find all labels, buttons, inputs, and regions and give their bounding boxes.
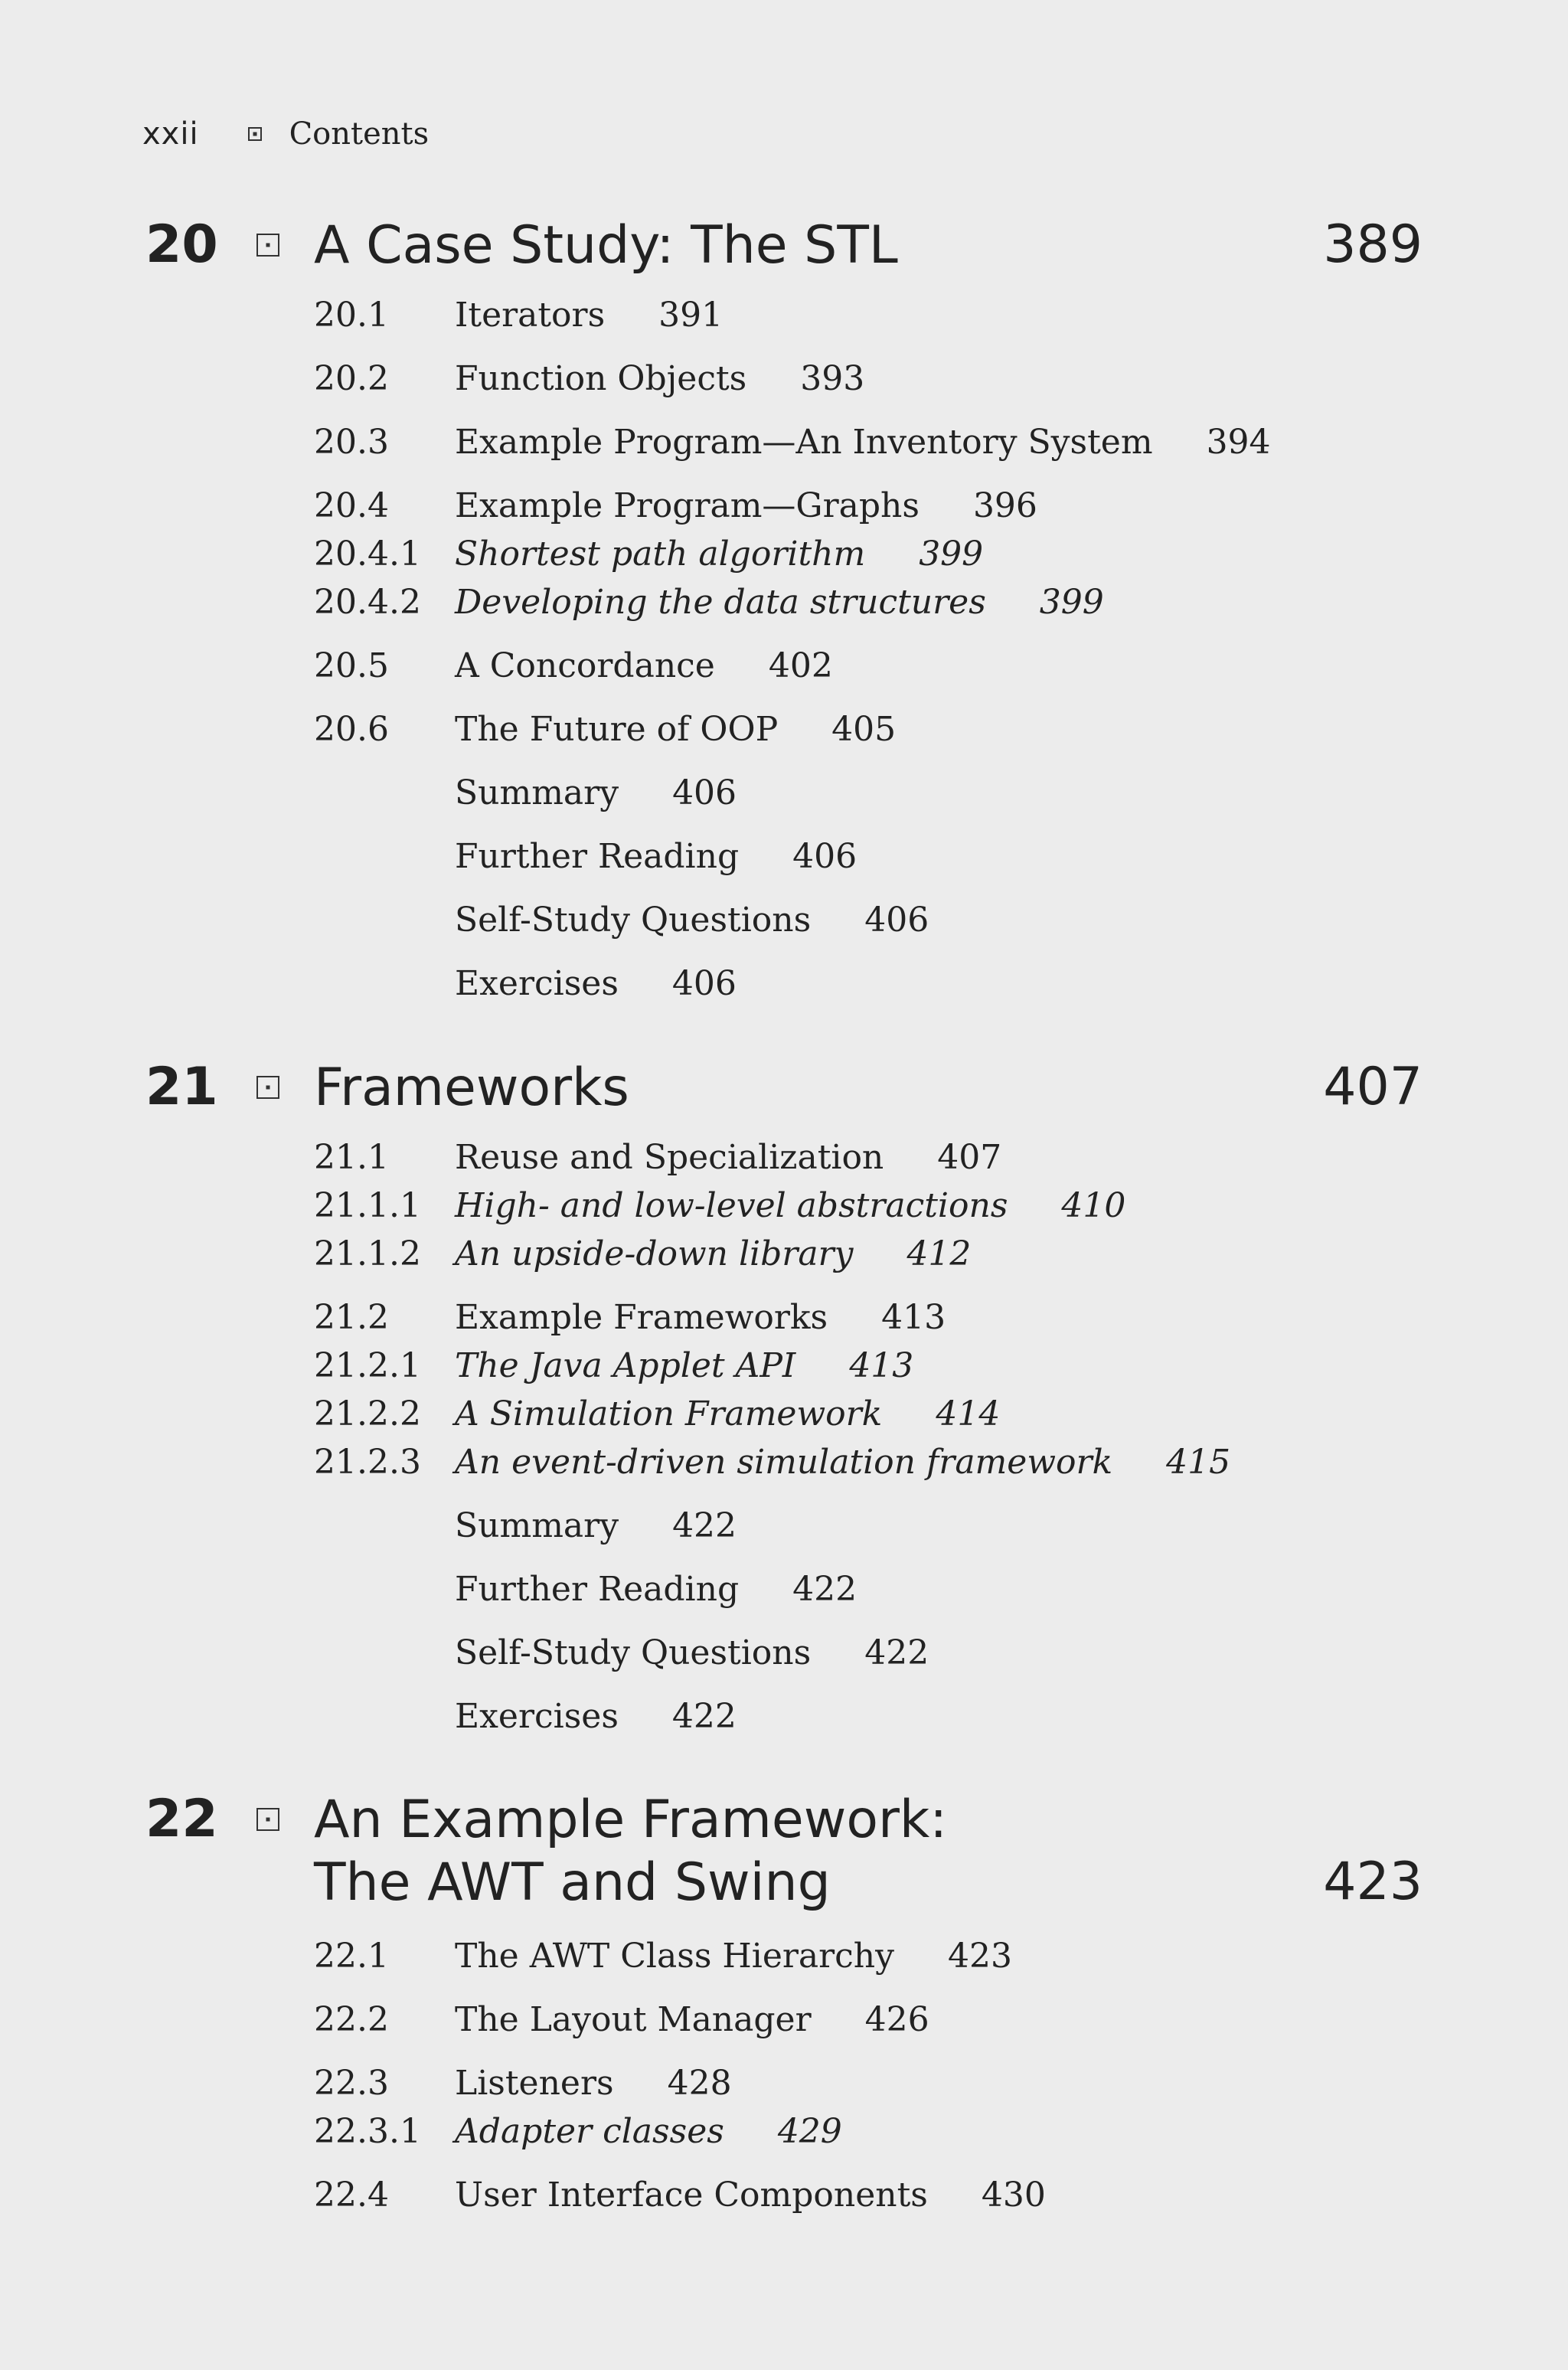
section-title: Example Frameworks xyxy=(455,1298,828,1337)
section-entry xyxy=(455,1391,1000,1437)
section-title: Listeners xyxy=(455,2064,614,2103)
toc-entry xyxy=(0,1997,1568,2043)
section-number: 20.1 xyxy=(314,296,389,335)
section-entry xyxy=(455,2061,732,2107)
running-header xyxy=(142,111,429,157)
section-entry xyxy=(455,1295,946,1341)
section-title: Function Objects xyxy=(455,359,747,398)
section-title: High- and low-level abstractions xyxy=(455,1186,1008,1225)
section-title: Further Reading xyxy=(455,1570,740,1609)
section-number: 20.5 xyxy=(314,646,389,685)
section-number: 22.1 xyxy=(314,1937,389,1976)
chapter-title: Frameworks xyxy=(314,1058,629,1118)
toc-entry xyxy=(0,1567,1568,1613)
section-number: 20.4.2 xyxy=(314,583,421,622)
toc-entry xyxy=(0,2061,1568,2107)
chapter-number: 22 xyxy=(145,1789,218,1849)
section-title: Developing the data structures xyxy=(455,583,986,622)
section-page-number: 394 xyxy=(1206,423,1271,462)
section-page-number: 396 xyxy=(972,486,1037,525)
section-entry xyxy=(455,1231,971,1277)
section-entry xyxy=(455,707,896,753)
square-bullet-icon xyxy=(256,234,279,257)
section-number: 22.2 xyxy=(314,2000,389,2039)
section-title: Example Program—Graphs xyxy=(455,486,920,525)
section-page-number: 410 xyxy=(1061,1186,1126,1225)
section-number: 21.2.1 xyxy=(314,1346,421,1385)
section-title: User Interface Components xyxy=(455,2175,928,2215)
toc-entry xyxy=(0,1630,1568,1676)
section-entry xyxy=(455,2172,1046,2218)
section-number: 22.3.1 xyxy=(314,2112,421,2151)
section-page-number: 422 xyxy=(864,1633,929,1672)
section-entry xyxy=(455,1567,857,1613)
toc-entry xyxy=(0,580,1568,626)
section-title: Summary xyxy=(455,1506,619,1545)
toc-entry xyxy=(0,1183,1568,1229)
section-number: 21.1 xyxy=(314,1138,389,1177)
section-page-number: 413 xyxy=(849,1346,914,1385)
section-number: 20.4 xyxy=(314,486,389,525)
section-entry xyxy=(455,897,929,943)
section-page-number: 422 xyxy=(672,1506,737,1545)
toc-entry xyxy=(0,1231,1568,1277)
section-entry xyxy=(455,1183,1125,1229)
section-title: An event-driven simulation framework xyxy=(455,1443,1113,1482)
toc-entry xyxy=(0,707,1568,753)
section-page-number: 402 xyxy=(768,646,833,685)
section-entry xyxy=(455,1694,737,1740)
section-number: 20.6 xyxy=(314,710,389,749)
section-title: A Simulation Framework xyxy=(455,1394,883,1433)
section-title: Exercises xyxy=(455,1697,619,1736)
chapter-number: 20 xyxy=(145,214,218,275)
section-title: Further Reading xyxy=(455,837,740,876)
section-entry xyxy=(455,770,737,816)
section-entry xyxy=(455,420,1271,466)
section-page-number: 415 xyxy=(1166,1443,1231,1482)
chapter-number: 21 xyxy=(145,1057,218,1117)
section-title: The AWT Class Hierarchy xyxy=(455,1937,894,1976)
section-page-number: 423 xyxy=(948,1937,1012,1976)
section-entry xyxy=(455,293,723,338)
section-title: The Layout Manager xyxy=(455,2000,812,2039)
section-entry xyxy=(455,2109,842,2155)
toc-entry xyxy=(0,1135,1568,1181)
section-number: 20.2 xyxy=(314,359,389,398)
section-page-number: 407 xyxy=(937,1138,1002,1177)
section-entry xyxy=(455,643,833,689)
toc-entry xyxy=(0,770,1568,816)
section-number: 21.1.2 xyxy=(314,1234,421,1273)
section-entry xyxy=(455,356,864,402)
section-title: The Java Applet API xyxy=(455,1346,796,1385)
section-number: 20.3 xyxy=(314,423,389,462)
section-entry xyxy=(455,1503,737,1549)
section-page-number: 405 xyxy=(831,710,897,749)
toc-entry xyxy=(0,356,1568,402)
section-entry xyxy=(455,961,737,1007)
toc-entry xyxy=(0,1503,1568,1549)
toc-entry xyxy=(0,643,1568,689)
section-title: A Concordance xyxy=(455,646,715,685)
chapter-page-number: 407 xyxy=(1323,1057,1423,1117)
section-page-number: 414 xyxy=(936,1394,1001,1433)
section-entry xyxy=(455,531,983,577)
section-number: 21.2.2 xyxy=(314,1394,421,1433)
chapter-title: The AWT and Swing xyxy=(314,1852,831,1913)
toc-entry xyxy=(0,1295,1568,1341)
section-title: Iterators xyxy=(455,296,606,335)
section-number: 21.1.1 xyxy=(314,1186,421,1225)
toc-entry xyxy=(0,961,1568,1007)
section-page-number: 391 xyxy=(658,296,724,335)
section-title: Example Program—An Inventory System xyxy=(455,423,1153,462)
section-page-number: 399 xyxy=(919,534,984,574)
toc-entry xyxy=(0,293,1568,338)
section-page-number: 429 xyxy=(777,2112,842,2151)
section-title: Exercises xyxy=(455,964,619,1003)
running-title: Contents xyxy=(289,116,430,152)
toc-entry xyxy=(0,420,1568,466)
square-bullet-icon xyxy=(256,1076,279,1099)
section-title: Adapter classes xyxy=(455,2112,724,2151)
section-entry xyxy=(455,1934,1012,1979)
toc-entry xyxy=(0,834,1568,880)
toc-entry xyxy=(0,1391,1568,1437)
toc-entry xyxy=(0,2172,1568,2218)
toc-entry xyxy=(0,2109,1568,2155)
toc-entry xyxy=(0,897,1568,943)
section-number: 22.4 xyxy=(314,2175,389,2215)
section-title: The Future of OOP xyxy=(455,710,779,749)
chapter-title: An Example Framework: xyxy=(314,1790,948,1850)
section-page-number: 426 xyxy=(864,2000,929,2039)
section-entry xyxy=(455,1135,1001,1181)
section-entry xyxy=(455,1343,913,1389)
section-title: An upside-down library xyxy=(455,1234,854,1273)
chapter-page-number: 389 xyxy=(1323,214,1423,275)
section-title: Reuse and Specialization xyxy=(455,1138,884,1177)
chapter-page-number: 423 xyxy=(1323,1852,1423,1912)
section-entry xyxy=(455,1440,1230,1486)
section-title: Summary xyxy=(455,773,619,812)
section-page-number: 406 xyxy=(672,773,737,812)
section-number: 22.3 xyxy=(314,2064,389,2103)
section-entry xyxy=(455,580,1104,626)
toc-entry xyxy=(0,531,1568,577)
page-folio: xxii xyxy=(142,116,199,152)
section-page-number: 406 xyxy=(864,901,929,940)
section-page-number: 413 xyxy=(881,1298,946,1337)
section-entry xyxy=(455,483,1037,529)
toc-entry xyxy=(0,1934,1568,1979)
toc-entry xyxy=(0,1694,1568,1740)
section-title: Self-Study Questions xyxy=(455,1633,812,1672)
square-bullet-icon xyxy=(248,127,262,141)
section-page-number: 428 xyxy=(667,2064,732,2103)
section-number: 20.4.1 xyxy=(314,534,421,574)
section-entry xyxy=(455,1630,929,1676)
section-number: 21.2.3 xyxy=(314,1443,421,1482)
chapter-title: A Case Study: The STL xyxy=(314,215,898,276)
toc-entry xyxy=(0,483,1568,529)
section-page-number: 412 xyxy=(906,1234,972,1273)
section-page-number: 422 xyxy=(792,1570,858,1609)
toc-entry xyxy=(0,1440,1568,1486)
section-number: 21.2 xyxy=(314,1298,389,1337)
section-page-number: 406 xyxy=(792,837,858,876)
section-page-number: 406 xyxy=(671,964,737,1003)
section-title: Shortest path algorithm xyxy=(455,534,866,574)
section-page-number: 399 xyxy=(1039,583,1104,622)
section-page-number: 393 xyxy=(800,359,865,398)
section-title: Self-Study Questions xyxy=(455,901,812,940)
section-page-number: 422 xyxy=(671,1697,737,1736)
section-page-number: 430 xyxy=(981,2175,1046,2215)
section-entry xyxy=(455,1997,929,2043)
toc-entry xyxy=(0,1343,1568,1389)
square-bullet-icon xyxy=(256,1808,279,1831)
section-entry xyxy=(455,834,857,880)
